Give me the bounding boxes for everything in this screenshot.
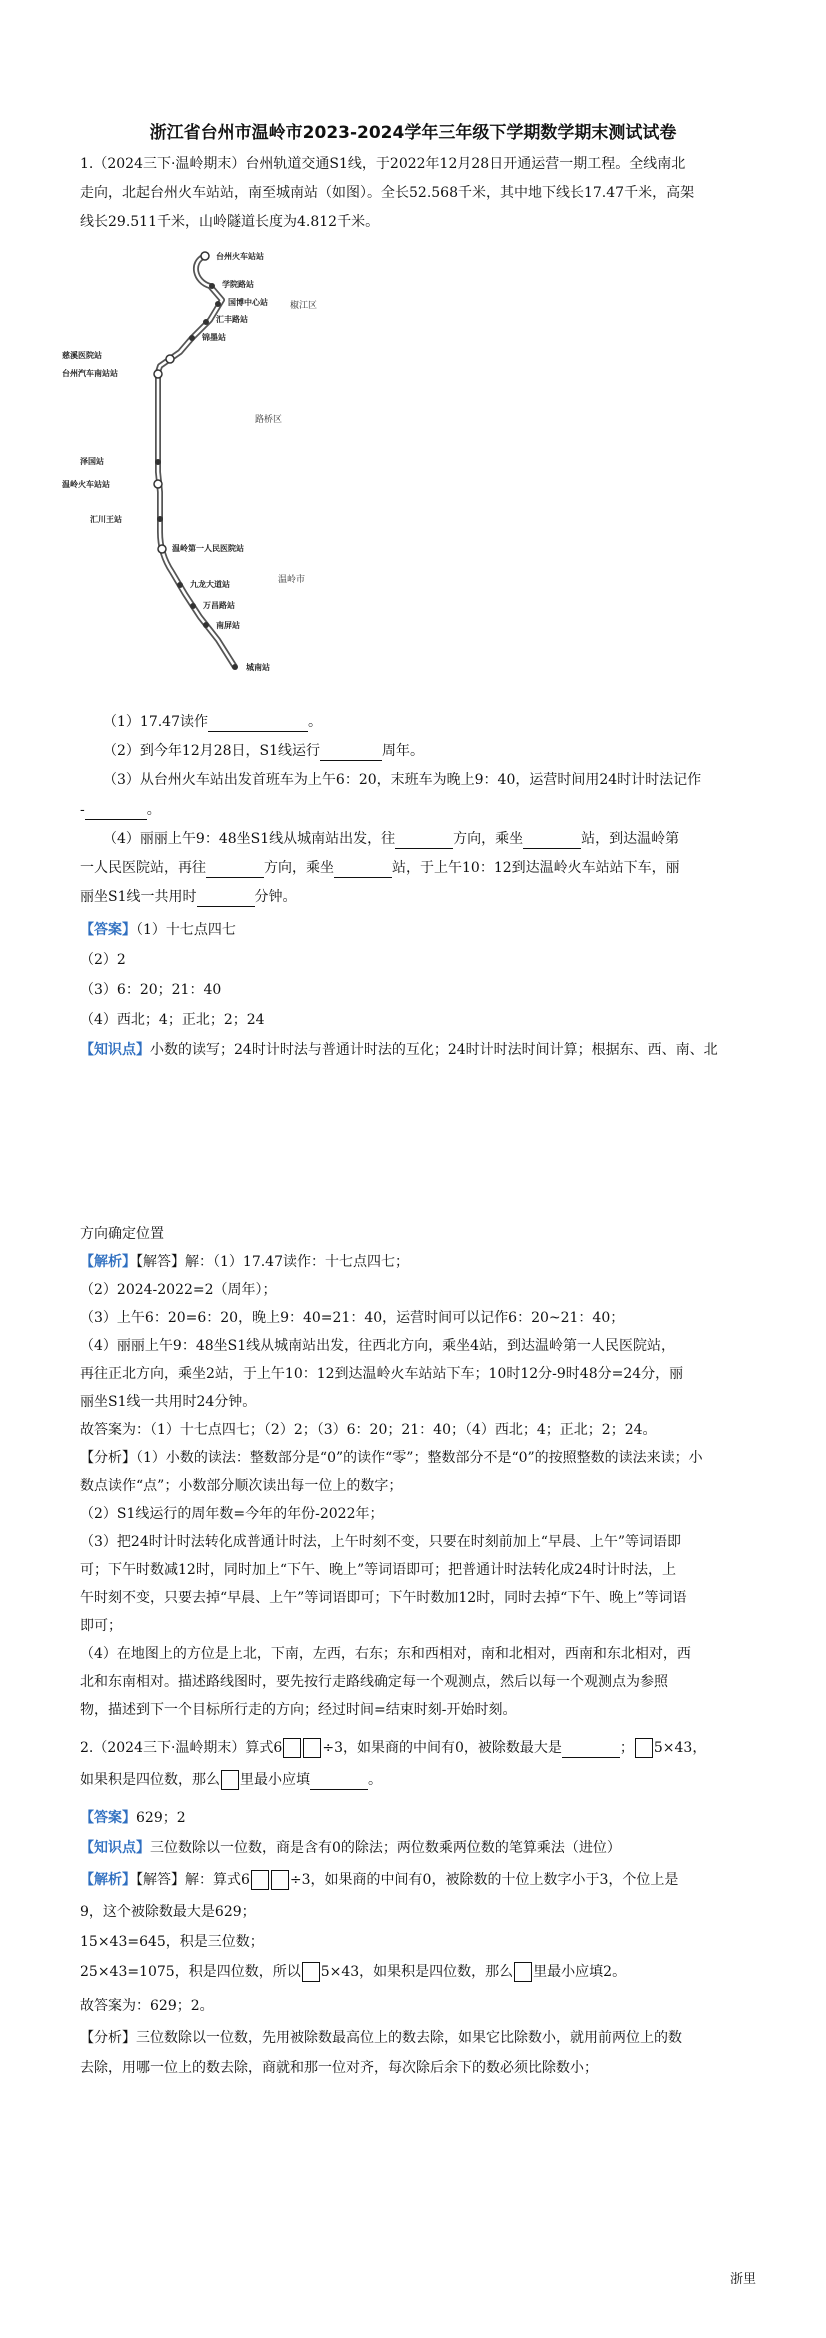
- q2-fenxi-line1: 【分析】三位数除以一位数，先用被除数最高位上的数去除，如果它比除数小，就用前两位上的数: [80, 2030, 682, 2046]
- station-label: 温岭火车站站: [62, 480, 110, 489]
- knowledge-tag: 【知识点】: [80, 1042, 150, 1058]
- q1-sub4-line3: 丽坐S1线一共用时 分钟。: [80, 889, 297, 905]
- q1-knowledge-line2: 方向确定位置: [80, 1226, 164, 1242]
- q2-stem-line2: 如果积是四位数，那么 里最小应填 。: [80, 1772, 382, 1788]
- digit-box: [283, 1738, 301, 1758]
- q2-stem-line1: 2.（2024三下·温岭期末）算式6 ÷3，如果商的中间有0，被除数最大是 ； 5×43，: [80, 1740, 707, 1756]
- station-dot-14: [203, 622, 209, 628]
- q2-analysis-line4: 25×43=1075，积是四位数，所以 5×43，如果积是四位数，那么 里最小应填2。: [80, 1964, 627, 1980]
- station-dot-7: [154, 370, 162, 378]
- q1-sub4-line1: （4）丽丽上午9：48坐S1线从城南站出发，往 方向，乘坐 站，到达温岭第: [103, 831, 680, 847]
- s1-line-map: [60, 242, 370, 702]
- answer-tag: 【答案】: [80, 922, 136, 938]
- q1-fenxi-line9: 北和东南相对。描述路线图时，要先按行走路线确定每一个观测点，然后以每一个观测点为参照: [80, 1674, 668, 1690]
- q1-fenxi-line10: 物，描述到下一个目标所行走的方向；经过时间=结束时刻-开始时刻。: [80, 1702, 517, 1718]
- digit-box: [271, 1870, 289, 1890]
- q1-sub2: （2）到今年12月28日，S1线运行 周年。: [103, 743, 425, 759]
- station-dot-13: [190, 603, 196, 609]
- q2-analysis-line3: 15×43=645，积是三位数；: [80, 1934, 264, 1950]
- station-label: 城南站: [246, 663, 270, 672]
- station-label: 台州汽车南站站: [62, 369, 118, 378]
- station-label: 泽国站: [80, 457, 104, 466]
- digit-box: [303, 1738, 321, 1758]
- analysis-tag: 【解析】: [80, 1872, 136, 1888]
- q2-fenxi-line2: 去除，用哪一位上的数去除，商就和那一位对齐，每次除后余下的数必须比除数小；: [80, 2060, 598, 2076]
- q1-knowledge-line1: 【知识点】小数的读写；24时计时法与普通计时法的互化；24时计时法时间计算；根据东、西、南、北: [80, 1042, 718, 1058]
- q1-analysis-line6: 丽坐S1线一共用时24分钟。: [80, 1394, 257, 1410]
- station-label: 温岭第一人民医院站: [172, 544, 244, 553]
- q1-answer-line2: （2）2: [80, 952, 126, 968]
- station-dot-3: [215, 301, 221, 307]
- page-footer: 浙里: [729, 2272, 756, 2287]
- station-dot-8: [155, 459, 161, 465]
- station-label: 万昌路站: [203, 601, 235, 610]
- station-label: 慈溪医院站: [62, 351, 102, 360]
- analysis-tag: 【解析】: [80, 1254, 136, 1270]
- q2-analysis-line2: 9，这个被除数最大是629；: [80, 1904, 256, 1920]
- station-label: 台州火车站站: [216, 252, 264, 261]
- q1-analysis-line4: （4）丽丽上午9：48坐S1线从城南站出发，往西北方向，乘坐4站，到达温岭第一人民医院站，: [80, 1338, 676, 1354]
- q1-fenxi-line2: 数点读作“点”；小数部分顺次读出每一位上的数字；: [80, 1478, 403, 1494]
- q1-stem-line1: 1.（2024三下·温岭期末）台州轨道交通S1线，于2022年12月28日开通运营一期工程。全线南北: [80, 156, 686, 172]
- area-label: 路桥区: [255, 415, 283, 425]
- answer-tag: 【答案】: [80, 1810, 136, 1826]
- area-label: 椒江区: [290, 301, 318, 311]
- station-dot-12: [177, 582, 183, 588]
- q2-analysis-line5: 故答案为：629；2。: [80, 1998, 214, 2014]
- q1-fenxi-line4: （3）把24时计时法转化成普通计时法，上午时刻不变，只要在时刻前加上“早晨、上午”等词语即: [80, 1534, 682, 1550]
- q2-knowledge: 【知识点】三位数除以一位数，商是含有0的除法；两位数乘两位数的笔算乘法（进位）: [80, 1840, 621, 1856]
- q1-fenxi-line5: 可；下午时数减12时，同时加上“下午、晚上”等词语即可；把普通计时法转化成24时计时法，上: [80, 1562, 676, 1578]
- q1-answer-line3: （3）6：20；21：40: [80, 982, 222, 998]
- q1-analysis-line5: 再往正北方向，乘坐2站，于上午10：12到达温岭火车站站下车；10时12分-9时48分=24分，丽: [80, 1366, 684, 1382]
- page-title: 浙江省台州市温岭市2023-2024学年三年级下学期数学期末测试试卷: [149, 123, 677, 143]
- q2-answer: 【答案】629；2: [80, 1810, 186, 1826]
- station-dot-5: [189, 335, 195, 341]
- knowledge-tag: 【知识点】: [80, 1840, 150, 1856]
- station-dot-10: [157, 516, 163, 522]
- digit-box: [635, 1738, 653, 1758]
- q1-stem-line3: 线长29.511千米，山岭隧道长度为4.812千米。: [80, 214, 380, 230]
- q1-answer-line1: 【答案】（1）十七点四七: [80, 922, 236, 938]
- area-label: 温岭市: [278, 575, 306, 585]
- station-label: 汇川王站: [90, 515, 122, 524]
- station-label: 学院路站: [222, 280, 254, 289]
- q2-analysis-line1: 【解析】【解答】解：算式6 ÷3，如果商的中间有0，被除数的十位上数字小于3，个位上是: [80, 1872, 679, 1888]
- station-dot-15: [232, 664, 238, 670]
- q1-sub4-line2: 一人民医院站，再往 方向，乘坐 站，于上午10：12到达温岭火车站站下车，丽: [80, 860, 680, 876]
- station-label: 南屏站: [216, 621, 240, 630]
- station-label: 九龙大道站: [190, 580, 230, 589]
- station-label: 锦墨站: [202, 333, 226, 342]
- station-dot-4: [203, 319, 209, 325]
- station-label: 国博中心站: [228, 298, 268, 307]
- station-dot-1: [201, 252, 209, 260]
- station-dot-2: [209, 283, 215, 289]
- fenxi-tag: 【分析】: [80, 1450, 136, 1466]
- q1-fenxi-line7: 即可；: [80, 1618, 122, 1634]
- q1-sub1: （1）17.47读作 。: [103, 714, 322, 730]
- q1-sub3: （3）从台州火车站出发首班车为上午6：20，末班车为晚上9：40，运营时间用24时计时法记作: [103, 772, 702, 788]
- station-dot-6: [166, 355, 174, 363]
- station-label: 汇丰路站: [216, 315, 248, 324]
- station-dot-9: [154, 480, 162, 488]
- q1-fenxi-line1: 【分析】（1）小数的读法：整数部分是“0”的读作“零”；整数部分不是“0”的按照整数的读法来读；小: [80, 1450, 703, 1466]
- q1-fenxi-line3: （2）S1线运行的周年数=今年的年份-2022年；: [80, 1506, 384, 1522]
- q1-analysis-line1: 【解析】【解答】解：（1）17.47读作：十七点四七；: [80, 1254, 409, 1270]
- station-dot-11: [158, 545, 166, 553]
- q1-fenxi-line6: 午时刻不变，只要去掉“早晨、上午”等词语即可；下午时数加12时，同时去掉“下午、晚上”等词语: [80, 1590, 687, 1606]
- digit-box: [514, 1962, 532, 1982]
- digit-box: [302, 1962, 320, 1982]
- q1-stem-line2: 走向，北起台州火车站站，南至城南站（如图）。全长52.568千米，其中地下线长17.47千米，高架: [80, 185, 695, 201]
- digit-box: [221, 1770, 239, 1790]
- q1-fenxi-line8: （4）在地图上的方位是上北，下南，左西，右东；东和西相对，南和北相对，西南和东北相对，西: [80, 1646, 691, 1662]
- fenxi-tag: 【分析】: [80, 2030, 136, 2046]
- q1-answer-line4: （4）西北；4；正北；2；24: [80, 1012, 265, 1028]
- q1-sub3-cont: - 。: [80, 802, 161, 818]
- digit-box: [251, 1870, 269, 1890]
- q1-analysis-line7: 故答案为：（1）十七点四七；（2）2；（3）6：20；21：40；（4）西北；4；正北；2；24。: [80, 1422, 657, 1438]
- q1-analysis-line3: （3）上午6：20=6：20，晚上9：40=21：40，运营时间可以记作6：20~21：40；: [80, 1310, 625, 1326]
- q1-analysis-line2: （2）2024-2022=2（周年）；: [80, 1282, 277, 1298]
